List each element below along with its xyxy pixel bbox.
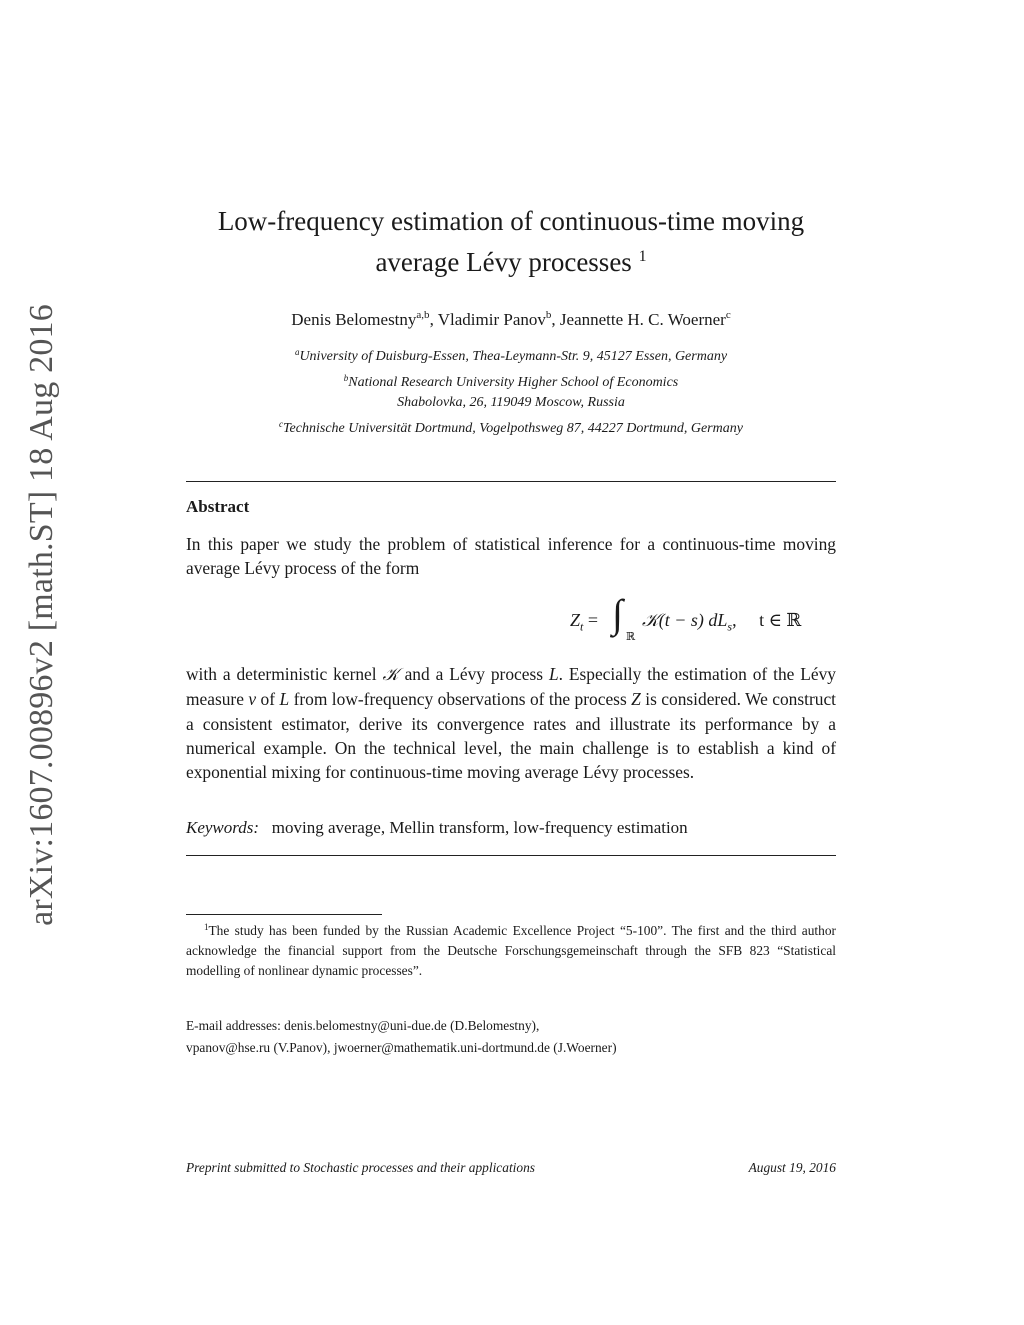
- eq-z-sub: t: [580, 619, 584, 634]
- preprint-date: August 19, 2016: [748, 1160, 836, 1175]
- arxiv-sidebar: [0, 0, 80, 1325]
- author-separator: ,: [551, 310, 560, 329]
- affiliation-text: Shabolovka, 26, 119049 Moscow, Russia: [397, 395, 625, 410]
- author-panov-affil: b: [545, 309, 552, 321]
- email-addresses: [186, 1015, 836, 1059]
- abstract-text: with a deterministic kernel: [186, 664, 383, 684]
- author-separator: ,: [429, 310, 438, 329]
- eq-kernel: 𝒦: [642, 610, 659, 631]
- affiliation-b-address: [186, 393, 836, 414]
- integral-domain: ℝ: [626, 631, 636, 643]
- preprint-notice: Preprint submitted to Stochastic processes and their applications: [186, 1160, 535, 1175]
- eq-body: (t − s) dL: [658, 610, 728, 630]
- author-list: [186, 303, 836, 332]
- abstract-text: is considered. We construct a consistent estimator, derive its convergence rates and illustrate its performance by a numerical example. On the technical level, the main challenge is to establish a kind of exponential mixing for continuous-time moving average Lévy processes.: [186, 689, 836, 783]
- math-z: Z: [631, 689, 641, 710]
- title-footnote-mark[interactable]: 1: [638, 248, 647, 265]
- equation-lhs: [570, 610, 598, 635]
- eq-equals: =: [583, 610, 599, 630]
- equation-body: [570, 591, 830, 650]
- keywords-text: moving average, Mellin transform, low-frequency estimation: [271, 818, 688, 837]
- author-panov: Vladimir Panov: [437, 310, 546, 329]
- abstract-text: and a Lévy process: [398, 664, 549, 684]
- math-l: L: [279, 689, 290, 710]
- abstract-heading: Abstract: [186, 497, 250, 516]
- keywords: [186, 818, 688, 838]
- footnote-mark: 1: [204, 922, 209, 932]
- eq-body-sub: s: [727, 619, 733, 634]
- author-woerner: Jeannette H. C. Woerner: [559, 310, 726, 329]
- math-kernel: 𝒦: [382, 665, 399, 685]
- equation-integrand: [642, 610, 801, 635]
- abstract-top-rule: [186, 481, 836, 482]
- keywords-label: Keywords:: [186, 818, 260, 837]
- footnote-rule: [186, 914, 382, 915]
- title-line-2: [186, 239, 836, 280]
- abstract-text: of: [256, 689, 280, 710]
- email-line-1[interactable]: E-mail addresses: denis.belomestny@uni-due.de (D.Belomestny),: [186, 1018, 540, 1033]
- affiliation-c: [186, 414, 836, 440]
- integral-sign: ∫: [612, 591, 623, 636]
- email-line-2[interactable]: vpanov@hse.ru (V.Panov), jwoerner@mathematik.uni-dortmund.de (J.Woerner): [186, 1040, 617, 1055]
- affiliation-text: Technische Universität Dortmund, Vogelpothsweg 87, 44227 Dortmund, Germany: [283, 420, 743, 436]
- affiliation-text: National Research University Higher School of Economics: [348, 374, 679, 390]
- paper-title: [186, 203, 836, 280]
- display-equation: [186, 591, 836, 650]
- abstract-intro: In this paper we study the problem of statistical inference for a continuous-time moving average Lévy process of the form: [186, 534, 836, 579]
- title-line-2-text: average Lévy processes: [375, 247, 632, 277]
- author-woerner-affil: c: [725, 309, 731, 321]
- arxiv-identifier: arXiv:1607.00896v2 [math.ST] 18 Aug 2016: [23, 304, 60, 926]
- author-belomestny: Denis Belomestny: [291, 310, 417, 329]
- footnote-text: The study has been funded by the Russian Academic Excellence Project “5-100”. The first and the third author acknowledge the financial support from the Deutsche Forschungsgemeinschaft through the SFB 823 “Statistical modelling of nonlinear dynamic processes”.: [186, 923, 836, 978]
- abstract-text: from low-frequency observations of the process: [289, 689, 632, 710]
- abstract-text: . Especially the estimation of the Lévy measure: [186, 664, 836, 710]
- affiliation-mark: c: [279, 418, 284, 429]
- affiliations: [186, 342, 836, 439]
- affiliation-mark: a: [294, 347, 300, 357]
- eq-tail: , t ∈ ℝ: [732, 610, 802, 630]
- affiliation-text: University of Duisburg-Essen, Thea-Leymann-Str. 9, 45127 Essen, Germany: [299, 349, 728, 364]
- title-line-1: Low-frequency estimation of continuous-time moving: [217, 206, 805, 236]
- footnote: [186, 917, 836, 981]
- eq-z: Z: [570, 610, 581, 630]
- affiliation-a: [186, 342, 836, 368]
- math-l: L: [548, 664, 559, 684]
- affiliation-mark: b: [343, 372, 349, 383]
- abstract-body: [186, 662, 836, 784]
- author-belomestny-affil: a,b: [416, 309, 430, 321]
- abstract-bottom-rule: [186, 855, 836, 856]
- affiliation-b: [186, 368, 836, 394]
- math-nu: ν: [248, 689, 257, 710]
